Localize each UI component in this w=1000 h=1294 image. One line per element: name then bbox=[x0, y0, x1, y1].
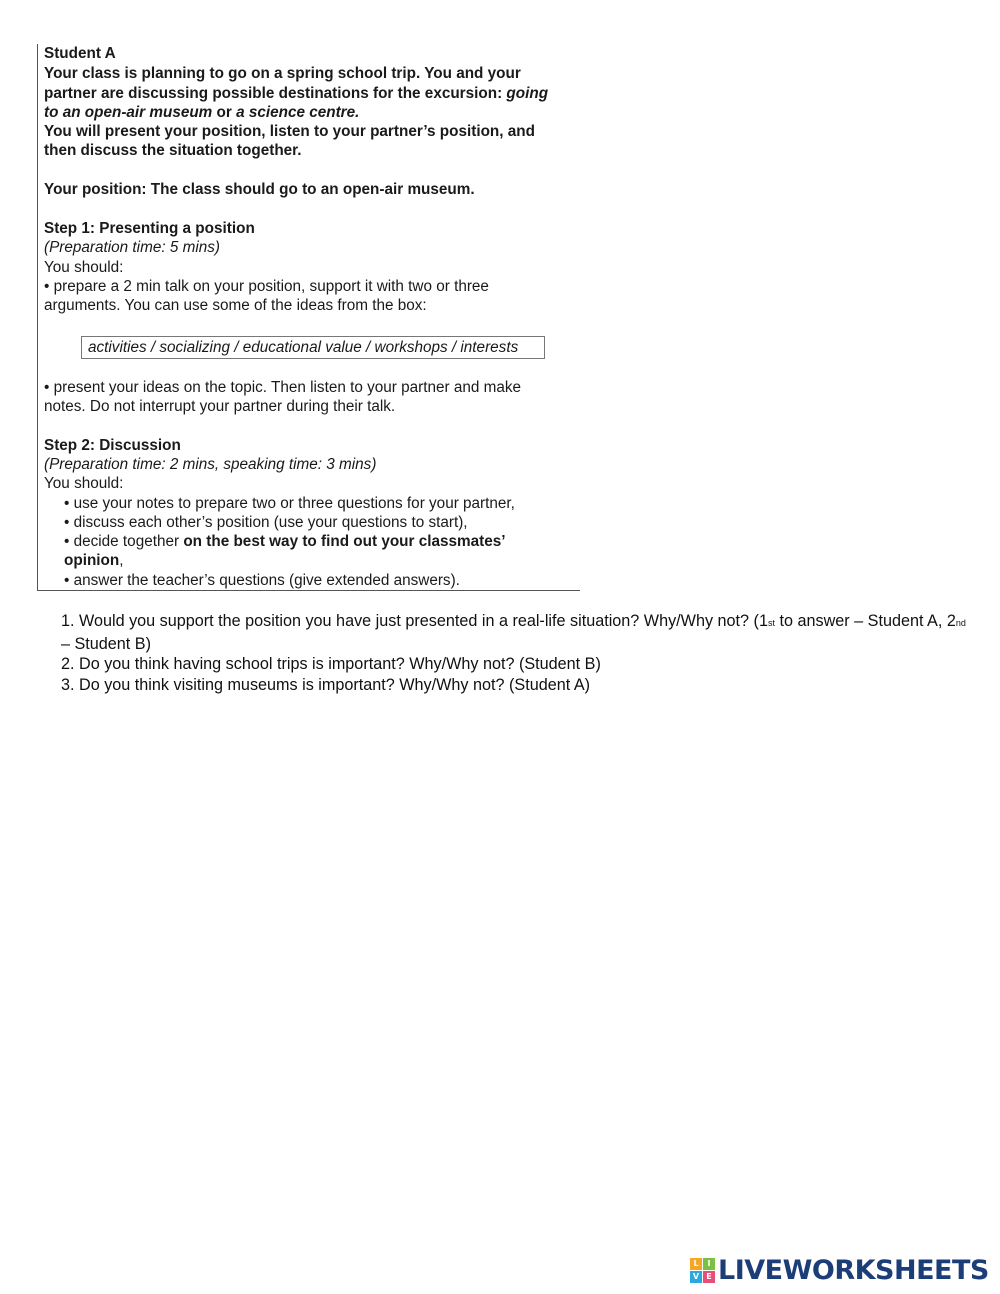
student-a-task-card bbox=[37, 44, 580, 591]
teacher-questions bbox=[61, 611, 966, 695]
step1-bullet2-line1: • present your ideas on the topic. Then listen to your partner and make bbox=[44, 379, 522, 396]
intro-line-5: then discuss the situation together. bbox=[44, 142, 302, 159]
step2-bullet3: • decide together on the best way to find out your classmates’ bbox=[64, 533, 506, 550]
step2-bullet3-cont: opinion, bbox=[64, 552, 124, 569]
question-1: 1. Would you support the position you have just presented in a real-life situation? Why/Why not? (1st to answer – Student A, 2nd – Student B) bbox=[61, 612, 966, 653]
logo-text: LIVEWORKSHEETS bbox=[718, 1254, 989, 1286]
step1-bullet1-line2: arguments. You can use some of the ideas from the box: bbox=[44, 297, 427, 314]
intro-line-4: You will present your position, listen to your partner’s position, and bbox=[44, 123, 535, 140]
step1-title: Step 1: Presenting a position bbox=[44, 220, 255, 237]
step2-bullet4: • answer the teacher’s questions (give extended answers). bbox=[64, 572, 460, 589]
intro-line-3: to an open-air museum or a science centre. bbox=[44, 104, 360, 121]
step1-bullet2-line2: notes. Do not interrupt your partner during their talk. bbox=[44, 398, 396, 415]
logo-tile-e: E bbox=[703, 1271, 715, 1283]
step1-you-should: You should: bbox=[44, 259, 124, 276]
step2-bullet2: • discuss each other’s position (use your questions to start), bbox=[64, 514, 468, 531]
ideas-box: activities / socializing / educational value / workshops / interests bbox=[81, 336, 545, 359]
step2-prep-time: (Preparation time: 2 mins, speaking time: 3 mins) bbox=[44, 456, 377, 473]
logo-tile-i: I bbox=[703, 1258, 715, 1270]
card-heading: Student A bbox=[44, 45, 116, 62]
logo-tile-v: V bbox=[690, 1271, 702, 1283]
step1-prep-time: (Preparation time: 5 mins) bbox=[44, 239, 220, 256]
intro-line-1: Your class is planning to go on a spring school trip. You and your bbox=[44, 65, 521, 82]
step2-you-should: You should: bbox=[44, 475, 124, 492]
question-2: 2. Do you think having school trips is important? Why/Why not? (Student B) bbox=[61, 655, 601, 673]
step1-bullet1-line1: • prepare a 2 min talk on your position, support it with two or three bbox=[44, 278, 489, 295]
step2-bullet1: • use your notes to prepare two or three questions for your partner, bbox=[64, 495, 515, 512]
logo-tiles-icon bbox=[690, 1258, 715, 1283]
question-3: 3. Do you think visiting museums is important? Why/Why not? (Student A) bbox=[61, 675, 591, 694]
position-statement: Your position: The class should go to an open-air museum. bbox=[44, 181, 475, 198]
step2-title: Step 2: Discussion bbox=[44, 437, 181, 454]
intro-line-2: partner are discussing possible destinations for the excursion: going bbox=[44, 85, 549, 102]
logo-tile-l: L bbox=[690, 1258, 702, 1270]
liveworksheets-logo bbox=[690, 1255, 989, 1285]
